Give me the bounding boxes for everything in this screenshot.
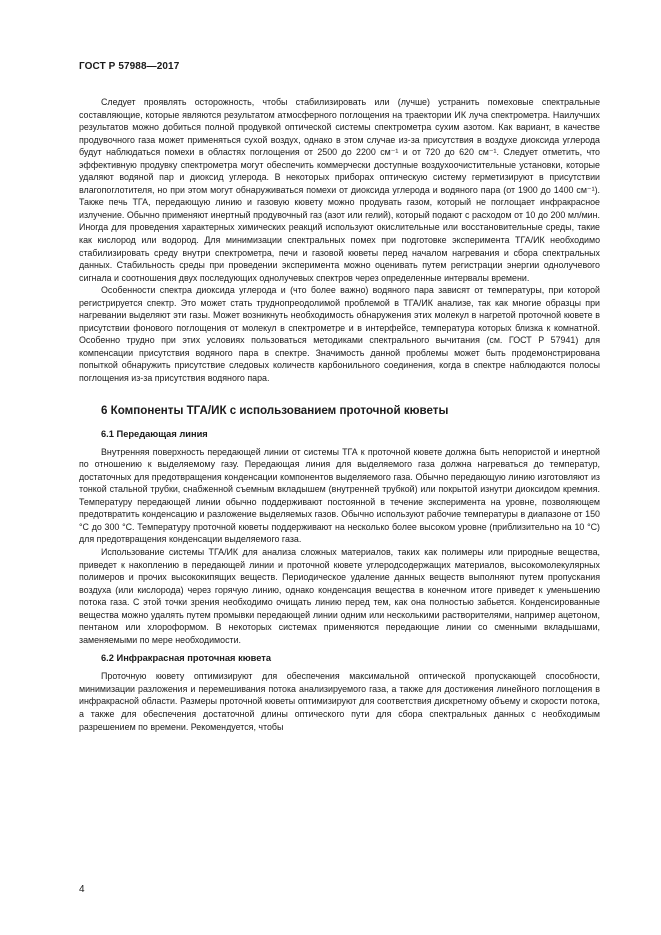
page-number: 4 — [79, 884, 85, 895]
section-heading-6-1: 6.1 Передающая линия — [101, 428, 208, 439]
standard-header: ГОСТ Р 57988—2017 — [79, 61, 180, 72]
paragraph: Следует проявлять осторожность, чтобы стабилизировать или (лучше) устранить помеховые спектральные составляющие, которые являются результатом атмосферного поглощения на траектории ИК луча спектрометра. Наилучших результатов можно добиться полной продувкой оптической системы спектрометра сухим азотом. Как вариант, в качестве продувочного газа может применяться сухой воздух, однако в этом случае из-за присутствия в воздухе диоксида углерода будут наблюдаться помехи в областях поглощения от 2500 до 2200 см⁻¹ и от 720 до 620 см⁻¹. Следует отметить, что эффективную продувку спектрометра могут обеспечить коммерчески доступные воздухоочистительные установки, которые удаляют водяной пар и диоксид углерода. В некоторых приборах оптическую систему герметизируют в присутствии влагопоглотителя, но при этом могут обнаруживаться помехи от диоксида углерода и водяного пара (от 1900 до 1400 см⁻¹). Также печь ТГА, передающую линию и газовую кювету можно продувать газом, который не поглощает инфракрасное излучение. Обычно применяют инертный продувочный газ (азот или гелий), который подают с расходом от 10 до 200 мл/мин. Иногда для проведения характерных химических реакций используют окислительные или восстановительные среды, такие как кислород или водород. Для минимизации спектральных помех при подготовке эксперимента ТГА/ИК необходимо стабилизировать среду внутри спектрометра, печи и газовой кюветы перед началом нагревания и сбора спектральных данных. Стабильность среды при проведении эксперимента можно оценивать путем регистрации энергии однолучевого сигнала и соотношения двух последующих однолучевых спектров через определенные интервалы времени. — [79, 97, 600, 283]
paragraph: Использование системы ТГА/ИК для анализа сложных материалов, таких как полимеры или природные вещества, приведет к накоплению в передающей линии и проточной кювете углеродсодержащих материалов, высокомолекулярных полимеров и прочих высококипящих веществ. Периодическое удаление данных веществ выполняют путем пропускания воздуха (или кислорода) через горячую линию, однако конденсация вещества в конечном итоге приведет к уменьшению потока газа. С этой точки зрения необходимо очищать линию перед тем, как она полностью забьется. Конденсированные вещества можно удалять путем промывки передающей линии одним или несколькими растворителями, например ацетоном, пентаном или хлороформом. В некоторых системах применяются передающие линии со сменными вкладышами, заменяемыми по мере необходимости. — [79, 546, 600, 645]
section-heading-6-2: 6.2 Инфракрасная проточная кювета — [101, 653, 272, 664]
paragraph: Внутренняя поверхность передающей линии от системы ТГА к проточной кювете должна быть непористой и инертной по отношению к выделяемому газу. Передающая линия для выделяемого газа должна нагреваться до температур, достаточных для предотвращения конденсации компонентов выделяемого газа. Обычно передающую линию изготовляют из тонкой стальной трубки, снабженной съемным вкладышем (внутренней трубкой) или покрытой изнутри диоксидом кремния. Температуру передающей линии обычно поддерживают постоянной в течение эксперимента на уровне, позволяющем предотвратить конденсацию и разложение выделяемых газов. Обычно используют рабочие температуры в диапазоне от 150 °С до 300 °С. Температуру проточной кюветы поддерживают на несколько более высоком уровне (приблизительно на 10 °С) для предотвращения конденсации выделяемого газа. — [79, 446, 600, 545]
paragraph: Проточную кювету оптимизируют для обеспечения максимальной оптической пропускающей способности, минимизации разложения и перемешивания потока анализируемого газа, а также для достижения линейного поглощения в инфракрасной области. Размеры проточной кюветы оптимизируют для соответствия дискретному объему и скорости потока, а также для обеспечения достаточной длины оптического пути для сбора спектральных данных с необходимым разрешением по времени. Рекомендуется, чтобы — [79, 671, 600, 732]
paragraph: Особенности спектра диоксида углерода и (что более важно) водяного пара зависят от температуры, при которой регистрируется спектр. Это может стать труднопреодолимой проблемой в ТГА/ИК анализе, так как многие образцы при нагревании выделяют эти газы. Может возникнуть необходимость обнаружения этих молекул в нагретой проточной кювете в присутствии фонового поглощения от молекул в спектрометре и в интерфейсе, температура которых близка к комнатной. Особенно трудно при этих условиях пользоваться методиками спектрального вычитания (см. ГОСТ Р 57941) для компенсации присутствия водяного пара в спектре. Значимость данной проблемы может быть продемонстрирована попыткой обнаружить присутствие следовых количеств карбонильного соединения, когда в спектре наблюдаются полосы поглощения из-за присутствия водяного пара. — [79, 285, 600, 384]
section-heading-6: 6 Компоненты ТГА/ИК с использованием проточной кюветы — [101, 403, 449, 417]
document-body — [79, 96, 600, 733]
